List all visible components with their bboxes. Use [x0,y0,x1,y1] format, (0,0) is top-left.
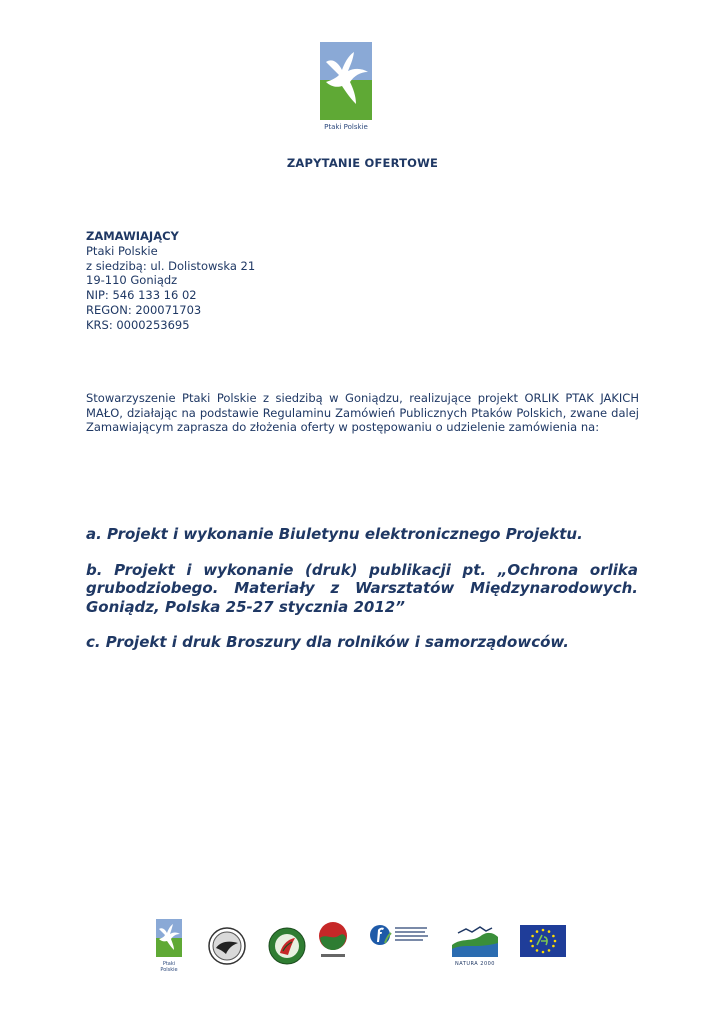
natura-2000-icon [452,923,498,957]
client-krs: KRS: 0000253695 [86,317,190,332]
logo-caption: Ptaki Polskie [324,123,368,131]
client-address: z siedzibą: ul. Dolistowska 21 [86,258,256,273]
order-item-b: b. Projekt i wykonanie (druk) publikacji pt. „Ochrona orlika grubodziobego. Materiały z Warsztatów Międzynarodowych. Goniądz, Polska 25-27 stycznia 2012” [86,560,638,616]
client-heading: ZAMAWIAJĄCY [86,229,179,243]
ptaki-polskie-small-logo [156,919,184,973]
client-name: Ptaki Polskie [86,243,158,258]
client-regon: REGON: 200071703 [86,302,202,317]
client-block [86,229,255,333]
green-round-emblem-icon [268,927,306,965]
round-bird-emblem-icon [208,927,246,965]
order-items-list [86,525,638,669]
order-item-a: a. Projekt i wykonanie Biuletynu elektronicznego Projektu. [86,525,583,543]
red-green-round-icon [318,921,348,961]
ptaki-polskie-bird-icon [320,42,372,120]
natura-2000-caption: NATURA 2000 [455,961,495,967]
client-nip: NIP: 546 133 16 02 [86,288,197,303]
intro-paragraph: Stowarzyszenie Ptaki Polskie z siedzibą w Goniądzu, realizujące projekt ORLIK PTAK JAKICH MAŁO, działając na podstawie Regulaminu Zamówień Publicznych Ptaków Polskich, zwane dalej Zamawiającym zaprasza do złożenia oferty w postępowaniu o udzielenie zamówienia na: [86,391,639,435]
order-item-c: c. Projekt i druk Broszury dla rolników i samorządowców. [86,633,569,651]
document-title: ZAPYTANIE OFERTOWE [286,156,439,170]
environmental-fund-icon [369,923,431,949]
ptaki-polskie-small-icon [156,919,182,957]
ptaki-polskie-small-caption: Ptaki Polskie [160,961,178,973]
client-postal-code: 19-110 Goniądz [86,273,178,288]
eu-life-flag-icon [520,925,566,957]
natura-2000-logo [452,923,498,967]
ptaki-polskie-logo [320,42,372,134]
partner-logos [150,917,570,972]
